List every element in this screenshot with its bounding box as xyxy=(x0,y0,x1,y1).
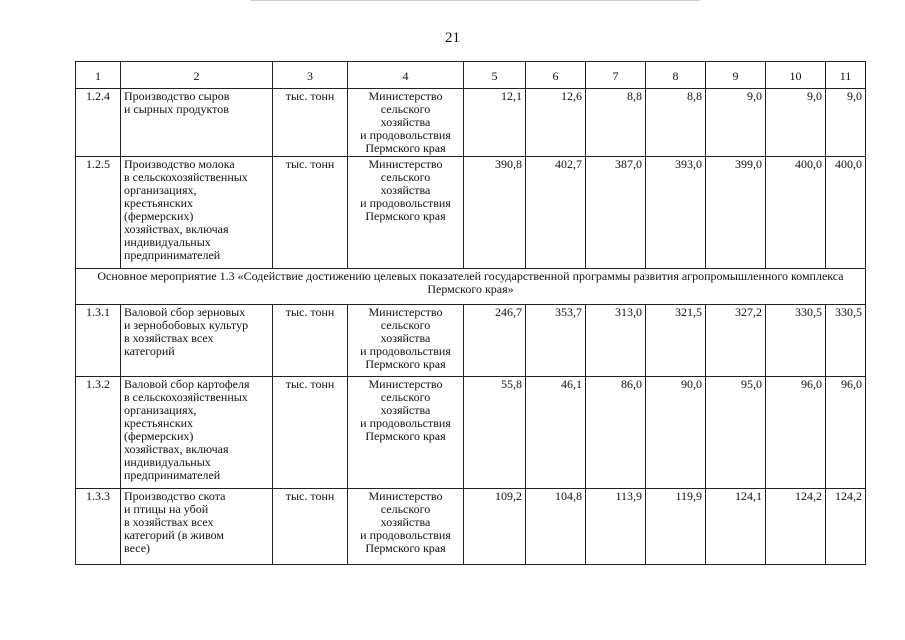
unit-of-measure: тыс. тонн xyxy=(273,89,348,157)
column-header: 7 xyxy=(586,62,646,89)
indicator-code: 1.3.2 xyxy=(76,377,121,489)
indicator-value: 330,5 xyxy=(766,305,826,377)
indicator-value: 113,9 xyxy=(586,489,646,565)
indicator-value: 390,8 xyxy=(464,157,526,269)
indicator-value: 246,7 xyxy=(464,305,526,377)
indicator-value: 327,2 xyxy=(706,305,766,377)
table-row xyxy=(76,89,866,157)
indicators-table xyxy=(75,61,866,565)
indicator-value: 321,5 xyxy=(646,305,706,377)
column-header: 9 xyxy=(706,62,766,89)
indicator-value: 12,1 xyxy=(464,89,526,157)
indicator-value: 353,7 xyxy=(526,305,586,377)
indicator-value: 400,0 xyxy=(766,157,826,269)
indicator-value: 9,0 xyxy=(766,89,826,157)
indicator-name: Валовой сбор зерновых и зернобобовых культур в хозяйствах всех категорий xyxy=(121,305,273,377)
table-row xyxy=(76,305,866,377)
indicator-code: 1.2.4 xyxy=(76,89,121,157)
indicator-value: 95,0 xyxy=(706,377,766,489)
indicator-name: Производство молока в сельскохозяйственных организациях, крестьянских (фермерских) хозяйствах, включая индивидуальных предпринимателей xyxy=(121,157,273,269)
section-row xyxy=(76,269,866,305)
unit-of-measure: тыс. тонн xyxy=(273,377,348,489)
responsible-executor: Министерство сельского хозяйства и продовольствия Пермского края xyxy=(348,377,464,489)
indicator-value: 86,0 xyxy=(586,377,646,489)
responsible-executor: Министерство сельского хозяйства и продовольствия Пермского края xyxy=(348,89,464,157)
table-row xyxy=(76,489,866,565)
page-number: 21 xyxy=(445,30,460,46)
indicator-value: 104,8 xyxy=(526,489,586,565)
indicator-value: 9,0 xyxy=(826,89,866,157)
indicator-value: 124,1 xyxy=(706,489,766,565)
column-header: 8 xyxy=(646,62,706,89)
column-number-header-row xyxy=(76,62,866,89)
indicator-name: Производство скота и птицы на убой в хозяйствах всех категорий (в живом весе) xyxy=(121,489,273,565)
indicator-name: Производство сыров и сырных продуктов xyxy=(121,89,273,157)
indicator-value: 55,8 xyxy=(464,377,526,489)
responsible-executor: Министерство сельского хозяйства и продовольствия Пермского края xyxy=(348,305,464,377)
responsible-executor: Министерство сельского хозяйства и продовольствия Пермского края xyxy=(348,157,464,269)
column-header: 2 xyxy=(121,62,273,89)
indicator-value: 9,0 xyxy=(706,89,766,157)
indicator-value: 330,5 xyxy=(826,305,866,377)
responsible-executor: Министерство сельского хозяйства и продовольствия Пермского края xyxy=(348,489,464,565)
indicator-value: 12,6 xyxy=(526,89,586,157)
indicator-value: 8,8 xyxy=(586,89,646,157)
table-row xyxy=(76,157,866,269)
indicator-code: 1.3.1 xyxy=(76,305,121,377)
table-row xyxy=(76,377,866,489)
column-header: 4 xyxy=(348,62,464,89)
indicator-value: 8,8 xyxy=(646,89,706,157)
indicator-value: 124,2 xyxy=(826,489,866,565)
unit-of-measure: тыс. тонн xyxy=(273,157,348,269)
indicator-value: 119,9 xyxy=(646,489,706,565)
indicator-value: 46,1 xyxy=(526,377,586,489)
unit-of-measure: тыс. тонн xyxy=(273,489,348,565)
indicator-value: 400,0 xyxy=(826,157,866,269)
indicator-value: 387,0 xyxy=(586,157,646,269)
indicator-value: 90,0 xyxy=(646,377,706,489)
indicator-value: 124,2 xyxy=(766,489,826,565)
indicator-code: 1.2.5 xyxy=(76,157,121,269)
indicator-value: 109,2 xyxy=(464,489,526,565)
unit-of-measure: тыс. тонн xyxy=(273,305,348,377)
column-header: 1 xyxy=(76,62,121,89)
indicator-value: 393,0 xyxy=(646,157,706,269)
indicator-value: 402,7 xyxy=(526,157,586,269)
top-edge-rule xyxy=(250,0,700,2)
column-header: 6 xyxy=(526,62,586,89)
column-header: 10 xyxy=(766,62,826,89)
indicator-value: 313,0 xyxy=(586,305,646,377)
indicator-value: 96,0 xyxy=(766,377,826,489)
column-header: 11 xyxy=(826,62,866,89)
indicator-code: 1.3.3 xyxy=(76,489,121,565)
column-header: 3 xyxy=(273,62,348,89)
section-title: Основное мероприятие 1.3 «Содействие достижению целевых показателей государственной программы развития агропромышленного комплекса Пермского края» xyxy=(76,269,866,305)
column-header: 5 xyxy=(464,62,526,89)
indicator-value: 96,0 xyxy=(826,377,866,489)
indicator-name: Валовой сбор картофеля в сельскохозяйственных организациях, крестьянских (фермерских) хозяйствах, включая индивидуальных предпринимателей xyxy=(121,377,273,489)
indicator-value: 399,0 xyxy=(706,157,766,269)
